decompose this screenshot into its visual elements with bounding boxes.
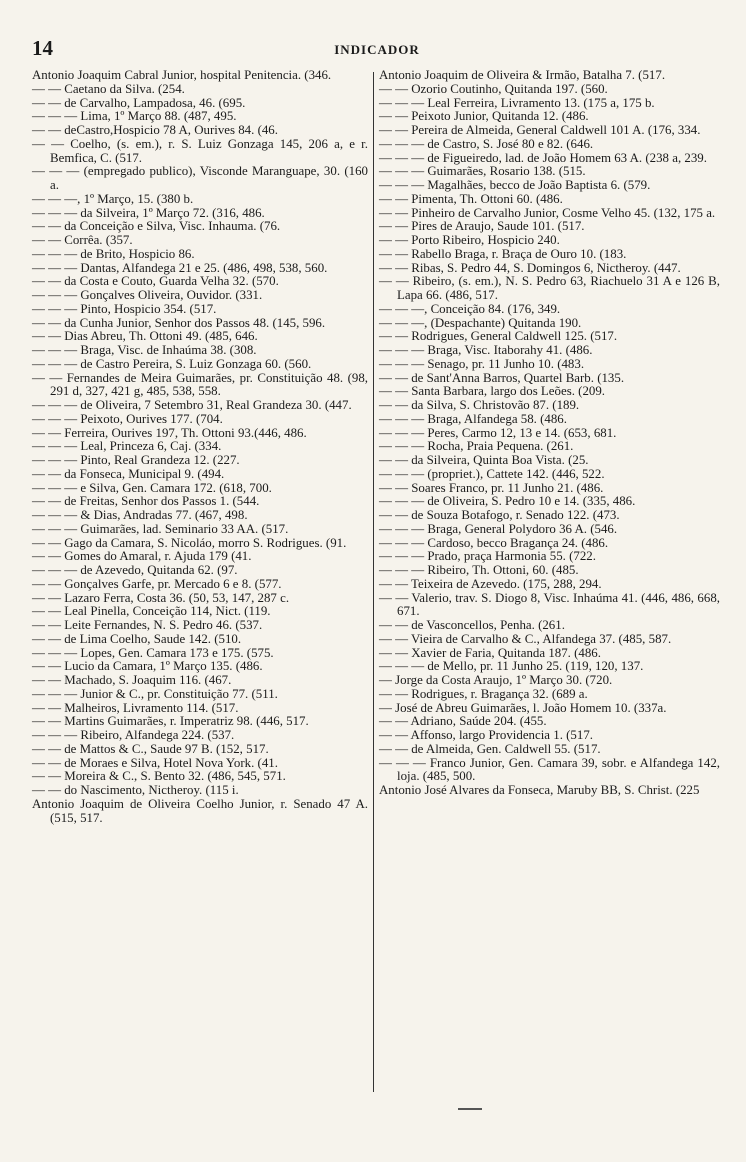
right-column xyxy=(379,69,720,798)
directory-entry: — — —, 1º Março, 15. (380 b. xyxy=(32,191,194,206)
directory-entry: — — da Silva, S. Christovão 87. (189. xyxy=(379,398,580,412)
directory-entry: — — Caetano da Silva. (254. xyxy=(32,81,185,96)
directory-entry: — — Ferreira, Ourives 197, Th. Ottoni 93.(446, 486. xyxy=(32,425,307,440)
directory-entry: — — Rodrigues, General Caldwell 125. (517. xyxy=(379,329,618,344)
directory-entry: — — — Magalhães, becco de João Baptista 6. (579. xyxy=(379,178,651,192)
directory-entry: — — Vieira de Carvalho & C., Alfandega 37. (485, 587. xyxy=(379,631,672,646)
directory-entry: — — do Nascimento, Nictheroy. (115 i. xyxy=(32,783,239,797)
directory-entry: — — Gomes do Amaral, r. Ajuda 179 (41. xyxy=(32,549,252,564)
directory-entry: — — — de Oliveira, 7 Setembro 31, Real Grandeza 30. (447. xyxy=(32,398,352,412)
directory-entry: — — Leal Pinella, Conceição 114, Nict. (119. xyxy=(32,604,271,619)
directory-entry: — — — Ribeiro, Th. Ottoni, 60. (485. xyxy=(379,563,579,577)
directory-entry: — — Pires de Araujo, Saude 101. (517. xyxy=(379,219,585,234)
directory-entry: — — — Rocha, Praia Pequena. (261. xyxy=(379,439,574,454)
page-header xyxy=(32,36,722,62)
directory-entry: — — Lucio da Camara, 1º Março 135. (486. xyxy=(32,659,263,674)
directory-entry: — — Peixoto Junior, Quitanda 12. (486. xyxy=(379,109,589,124)
directory-entry: — — — Ribeiro, Alfandega 224. (537. xyxy=(32,728,235,742)
directory-entry: — José de Abreu Guimarães, l. João Homem 10. (337a. xyxy=(379,700,667,715)
directory-entry: — — — Braga, Alfandega 58. (486. xyxy=(379,411,567,426)
directory-entry: — — — Gonçalves Oliveira, Ouvidor. (331. xyxy=(32,288,263,302)
directory-entry: — — — de Oliveira, S. Pedro 10 e 14. (335, 486. xyxy=(379,494,636,509)
directory-entry: Antonio Joaquim de Oliveira & Irmão, Batalha 7. (517. xyxy=(379,68,666,82)
directory-entry: — — de Almeida, Gen. Caldwell 55. (517. xyxy=(379,741,601,756)
directory-entry: — — Santa Barbara, largo dos Leões. (209. xyxy=(379,384,606,399)
directory-entry: — — — (propriet.), Cattete 142. (446, 522. xyxy=(379,466,605,481)
directory-entry: — — — da Silveira, 1º Março 72. (316, 486. xyxy=(32,205,265,220)
directory-entry: — — Coelho, (s. em.), r. S. Luiz Gonzaga 145, 206 a, e r. Bemfica, C. (517. xyxy=(32,136,368,165)
directory-entry: — — Rabello Braga, r. Braça de Ouro 10. (183. xyxy=(379,246,627,261)
directory-entry: — — Ribas, S. Pedro 44, S. Domingos 6, Nictheroy. (447. xyxy=(379,260,681,275)
directory-entry: — — de Mattos & C., Saude 97 B. (152, 517. xyxy=(32,741,269,756)
directory-entry: — — Lazaro Ferra, Costa 36. (50, 53, 147, 287 c. xyxy=(32,590,290,605)
directory-entry: — — Soares Franco, pr. 11 Junho 21. (486. xyxy=(379,480,604,495)
directory-entry: — — — Pinto, Real Grandeza 12. (227. xyxy=(32,453,240,467)
directory-entry: — — de Carvalho, Lampadosa, 46. (695. xyxy=(32,95,246,110)
directory-entry: Antonio Joaquim Cabral Junior, hospital Penitencia. (346. xyxy=(32,68,332,82)
directory-entry: Antonio Joaquim de Oliveira Coelho Junior, r. Senado 47 A. (515, 517. xyxy=(32,796,368,825)
directory-entry: — — — (empregado publico), Visconde Maranguape, 30. (160 a. xyxy=(32,164,368,192)
directory-entry: — — Fernandes de Meira Guimarães, pr. Constituição 48. (98, 291 d, 327, 421 g, 485, 538, 558. xyxy=(32,370,368,399)
directory-entry: — — Malheiros, Livramento 114. (517. xyxy=(32,700,239,715)
directory-entry: — — — de Azevedo, Quitanda 62. (97. xyxy=(32,563,238,577)
directory-entry: — — Adriano, Saúde 204. (455. xyxy=(379,714,547,729)
directory-entry: — Jorge da Costa Araujo, 1º Março 30. (720. xyxy=(379,673,613,687)
directory-entry: — — —, (Despachante) Quitanda 190. xyxy=(379,315,582,330)
directory-entry: — — Dias Abreu, Th. Ottoni 49. (485, 646. xyxy=(32,329,258,344)
directory-entry: — — — e Silva, Gen. Camara 172. (618, 700. xyxy=(32,480,272,495)
directory-entry: Antonio José Alvares da Fonseca, Maruby BB, S. Christ. (225 xyxy=(379,783,700,797)
directory-entry: — — — Braga, Visc. Itaborahy 41. (486. xyxy=(379,343,593,357)
column-divider xyxy=(373,72,374,1092)
directory-entry: — — Gago da Camara, S. Nicoláo, morro S. Rodrigues. (91. xyxy=(32,535,347,550)
directory-entry: — — da Conceição e Silva, Visc. Inhauma. (76. xyxy=(32,219,281,234)
directory-entry: — — Ozorio Coutinho, Quitanda 197. (560. xyxy=(379,81,608,96)
footer-rule xyxy=(458,1108,482,1110)
directory-entry: — — Corrêa. (357. xyxy=(32,233,133,247)
directory-entry: — — da Silveira, Quinta Boa Vista. (25. xyxy=(379,453,589,467)
directory-entry: — — de Moraes e Silva, Hotel Nova York. (41. xyxy=(32,755,278,770)
directory-entry: — — — Peres, Carmo 12, 13 e 14. (653, 681. xyxy=(379,425,617,440)
directory-entry: — — Pimenta, Th. Ottoni 60. (486. xyxy=(379,191,563,206)
directory-entry: — — — Prado, praça Harmonia 55. (722. xyxy=(379,549,596,564)
page-number: 14 xyxy=(32,36,53,60)
directory-entry: — — Pinheiro de Carvalho Junior, Cosme Velho 45. (132, 175 a. xyxy=(379,205,716,220)
directory-entry: — — — Senago, pr. 11 Junho 10. (483. xyxy=(379,356,585,371)
directory-entry: — — — Pinto, Hospicio 354. (517. xyxy=(32,301,217,316)
directory-entry: — — — Lopes, Gen. Camara 173 e 175. (575. xyxy=(32,645,274,660)
directory-entry: — — da Costa e Couto, Guarda Velha 32. (570. xyxy=(32,274,279,289)
directory-entry: — — — Lima, 1º Março 88. (487, 495. xyxy=(32,109,237,124)
directory-entry: — — Affonso, largo Providencia 1. (517. xyxy=(379,728,593,742)
directory-entry: — — — Junior & C., pr. Constituição 77. (511. xyxy=(32,686,278,701)
directory-entry: — — —, Conceição 84. (176, 349. xyxy=(379,301,561,316)
directory-entry: — — — Braga, Visc. de Inhaúma 38. (308. xyxy=(32,343,257,357)
directory-entry: — — deCastro,Hospicio 78 A, Ourives 84. (46. xyxy=(32,123,278,137)
directory-entry: — — — Braga, General Polydoro 36 A. (546. xyxy=(379,521,618,536)
directory-entry: — — — de Castro, S. José 80 e 82. (646. xyxy=(379,136,594,151)
directory-entry: — — Porto Ribeiro, Hospicio 240. xyxy=(379,233,560,247)
directory-entry: — — — Leal, Princeza 6, Caj. (334. xyxy=(32,439,222,454)
directory-entry: — — Gonçalves Garfe, pr. Mercado 6 e 8. (577. xyxy=(32,576,282,591)
directory-entry: — — Rodrigues, r. Bragança 32. (689 a. xyxy=(379,686,588,701)
directory-entry: — — — Guimarães, Rosario 138. (515. xyxy=(379,164,586,179)
directory-entry: — — — de Figueiredo, lad. de João Homem 63 A. (238 a, 239. xyxy=(379,150,707,165)
left-column xyxy=(32,69,368,825)
directory-entry: — — — de Brito, Hospicio 86. xyxy=(32,246,195,261)
directory-entry: — — de Freitas, Senhor dos Passos 1. (544. xyxy=(32,494,260,509)
directory-entry: — — de Lima Coelho, Saude 142. (510. xyxy=(32,631,242,646)
directory-entry: — — de Sant'Anna Barros, Quartel Barb. (135. xyxy=(379,370,625,385)
directory-entry: — — Martins Guimarães, r. Imperatriz 98. (446, 517. xyxy=(32,714,309,729)
directory-entry: — — — Leal Ferreira, Livramento 13. (175 a, 175 b. xyxy=(379,95,655,110)
directory-entry: — — Ribeiro, (s. em.), N. S. Pedro 63, Riachuelo 31 A e 126 B, Lapa 66. (486, 517. xyxy=(379,274,720,302)
directory-entry: — — de Vasconcellos, Penha. (261. xyxy=(379,618,565,632)
directory-entry: — — Pereira de Almeida, General Caldwell 101 A. (176, 334. xyxy=(379,123,701,137)
directory-entry: — — da Fonseca, Municipal 9. (494. xyxy=(32,466,225,481)
directory-entry: — — Machado, S. Joaquim 116. (467. xyxy=(32,673,232,687)
directory-entry: — — — & Dias, Andradas 77. (467, 498. xyxy=(32,508,248,522)
directory-entry: — — — de Mello, pr. 11 Junho 25. (119, 120, 137. xyxy=(379,659,644,674)
directory-entry: — — Xavier de Faria, Quitanda 187. (486. xyxy=(379,645,601,660)
directory-entry: — — Teixeira de Azevedo. (175, 288, 294. xyxy=(379,576,602,591)
directory-entry: — — — de Castro Pereira, S. Luiz Gonzaga 60. (560. xyxy=(32,356,312,371)
directory-entry: — — — Guimarães, lad. Seminario 33 AA. (517. xyxy=(32,521,289,536)
directory-entry: — — — Franco Junior, Gen. Camara 39, sobr. e Alfandega 142, loja. (485, 500. xyxy=(379,755,720,784)
directory-entry: — — da Cunha Junior, Senhor dos Passos 48. (145, 596. xyxy=(32,315,326,330)
directory-entry: — — de Souza Botafogo, r. Senado 122. (473. xyxy=(379,508,620,522)
directory-entry: — — — Cardoso, becco Bragança 24. (486. xyxy=(379,535,609,550)
directory-entry: — — — Dantas, Alfandega 21 e 25. (486, 498, 538, 560. xyxy=(32,260,328,275)
directory-entry: — — Leite Fernandes, N. S. Pedro 46. (537. xyxy=(32,618,263,632)
directory-entry: — — Moreira & C., S. Bento 32. (486, 545, 571. xyxy=(32,769,286,784)
running-head-title: INDICADOR xyxy=(334,42,420,57)
directory-entry: — — Valerio, trav. S. Diogo 8, Visc. Inhaúma 41. (446, 486, 668, 671. xyxy=(379,590,720,619)
directory-entry: — — — Peixoto, Ourives 177. (704. xyxy=(32,411,223,426)
